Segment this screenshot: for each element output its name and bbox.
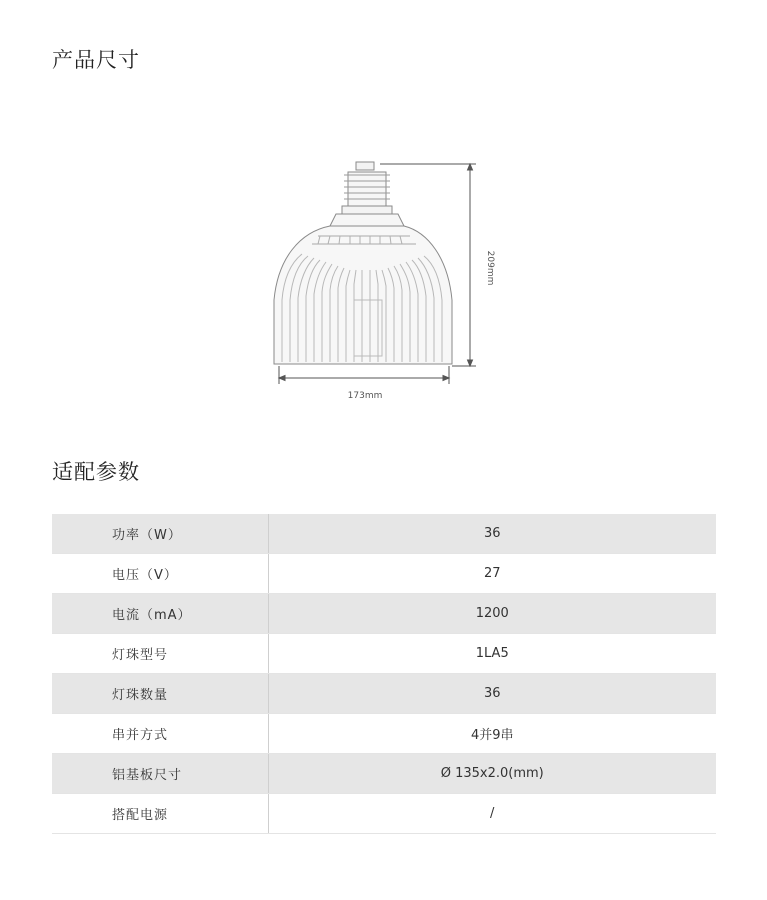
spec-table (52, 514, 716, 834)
lamp-dimension-drawing (0, 0, 767, 440)
lamp-icon (274, 162, 452, 364)
spec-label-current: 电流（mA） (52, 594, 268, 634)
spec-label-wiring: 串并方式 (52, 714, 268, 754)
spec-value-power: 36 (268, 514, 716, 554)
spec-value-driver: / (268, 794, 716, 834)
table-row (52, 634, 716, 674)
spec-value-voltage: 27 (268, 554, 716, 594)
table-row (52, 554, 716, 594)
table-row (52, 674, 716, 714)
spec-value-pcb-size: Ø 135x2.0(mm) (268, 754, 716, 794)
table-row (52, 594, 716, 634)
spec-label-led-count: 灯珠数量 (52, 674, 268, 714)
table-row (52, 514, 716, 554)
table-row (52, 714, 716, 754)
height-dimension-label: 209mm (485, 250, 495, 286)
spec-label-driver: 搭配电源 (52, 794, 268, 834)
spec-title: 适配参数 (52, 460, 140, 484)
spec-value-led-count: 36 (268, 674, 716, 714)
spec-label-power: 功率（W） (52, 514, 268, 554)
spec-label-pcb-size: 铝基板尺寸 (52, 754, 268, 794)
spec-value-led-model: 1LA5 (268, 634, 716, 674)
spec-value-current: 1200 (268, 594, 716, 634)
spec-value-wiring: 4并9串 (268, 714, 716, 754)
table-row (52, 794, 716, 834)
width-dimension-label: 173mm (347, 391, 383, 401)
spec-label-voltage: 电压（V） (52, 554, 268, 594)
spec-label-led-model: 灯珠型号 (52, 634, 268, 674)
table-row (52, 754, 716, 794)
dimensions-title: 产品尺寸 (52, 48, 140, 72)
